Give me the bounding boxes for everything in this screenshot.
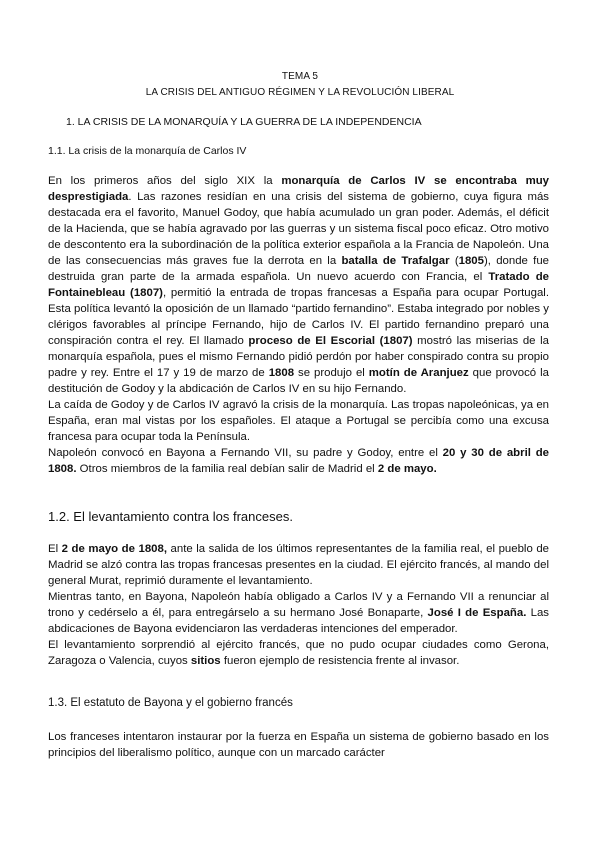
- paragraph-1-1-a: En los primeros años del siglo XIX la monarquía de Carlos IV se encontraba muy desprestigiada. Las razones residían en una crisis del sistema de gobierno, cuya figura más destacada era el favorito, Manuel Godoy, que había acumulado un gran poder. Además, el déficit de la Hacienda, que se había agravado por las guerras y un sistema fiscal poco eficaz. Otro motivo de descontento era la subordinación de la política exterior española a la Francia de Napoleón. Una de las consecuencias más graves fue la derrota en la batalla de Trafalgar (1805), donde fue destruida gran parte de la armada española. Un nuevo acuerdo con Francia, el Tratado de Fontainebleau (1807), permitió la entrada de tropas francesas a España para ocupar Portugal. Esta política levantó la oposición de un llamado “partido fernandino”. Estaba integrado por nobles y clérigos favorables al príncipe Fernando, hijo de Carlos IV. El partido fernandino preparó una conspiración contra el rey. El llamado proceso de El Escorial (1807) mostró las miserias de la monarquía española, pues el mismo Fernando pidió perdón por haber conspirado contra su propio padre y rey. Entre el 17 y 19 de marzo de 1808 se produjo el motín de Aranjuez que provocó la destitución de Godoy y la abdicación de Carlos IV en su hijo Fernando.: [48, 175, 549, 395]
- subsection-1-2-heading: 1.2. El levantamiento contra los franceses.: [48, 509, 293, 524]
- subsection-1-1-heading: 1.1. La crisis de la monarquía de Carlos IV: [48, 145, 247, 157]
- paragraph-1-1-b: La caída de Godoy y de Carlos IV agravó la crisis de la monarquía. Las tropas napoleónicas, ya en España, eran mal vistas por los españoles. El ataque a Portugal se percibía como una excusa francesa para ocupar toda la Península.: [48, 399, 549, 443]
- paragraph-1-2-a: El 2 de mayo de 1808, ante la salida de los últimos representantes de la familia real, el pueblo de Madrid se alzó contra las tropas francesas presentes en la ciudad. El ejército francés, al mando del general Murat, reprimió duramente el levantamiento.: [48, 543, 550, 587]
- document-title: LA CRISIS DEL ANTIGUO RÉGIMEN Y LA REVOLUCIÓN LIBERAL: [145, 87, 455, 98]
- paragraph-1-3-a: Los franceses intentaron instaurar por la fuerza en España un sistema de gobierno basado en los principios del liberalismo político, aunque con un marcado carácter: [48, 731, 549, 759]
- paragraph-1-1-c: Napoleón convocó en Bayona a Fernando VII, su padre y Godoy, entre el 20 y 30 de abril de 1808. Otros miembros de la familia real debían salir de Madrid el 2 de mayo.: [48, 447, 549, 475]
- paragraph-1-2-c: El levantamiento sorprendió al ejército francés, que no pudo ocupar ciudades como Gerona, Zaragoza o Valencia, cuyos sitios fueron ejemplo de resistencia frente al invasor.: [48, 639, 549, 667]
- subsection-1-3-heading: 1.3. El estatuto de Bayona y el gobierno francés: [48, 697, 293, 709]
- paragraph-1-2-b: Mientras tanto, en Bayona, Napoleón había obligado a Carlos IV y a Fernando VII a renunciar al trono y cedérselo a él, para entregárselo a su hermano José Bonaparte, José I de España. Las abdicaciones de Bayona evidenciaron las verdaderas intenciones del emperador.: [48, 591, 549, 635]
- tema-label: TEMA 5: [281, 71, 319, 82]
- section-1-heading: 1. LA CRISIS DE LA MONARQUÍA Y LA GUERRA DE LA INDEPENDENCIA: [66, 116, 422, 128]
